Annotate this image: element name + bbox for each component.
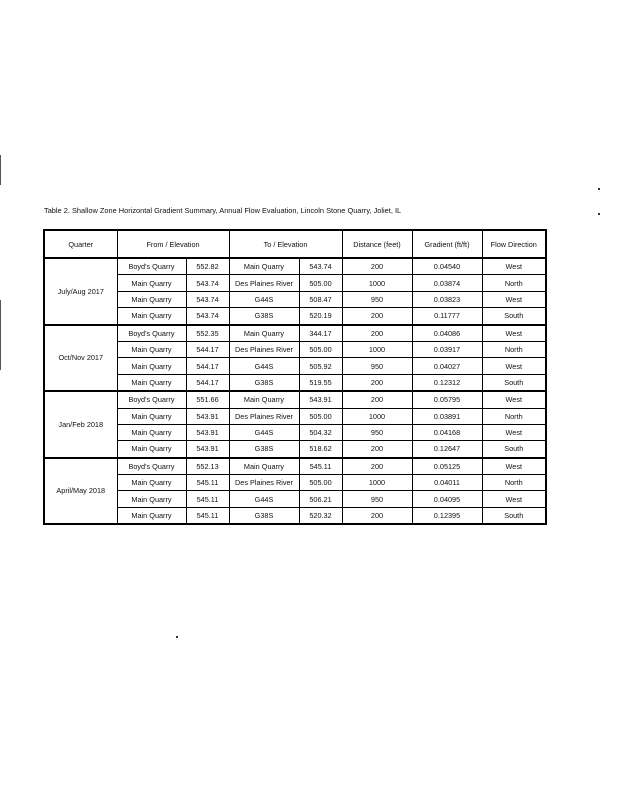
from-cell: Main Quarry xyxy=(117,374,186,391)
header-from: From / Elevation xyxy=(117,230,229,258)
distance-cell: 950 xyxy=(342,424,412,440)
gradient-cell: 0.03823 xyxy=(412,291,482,307)
to-elev-cell: 505.00 xyxy=(299,275,342,291)
to-cell: Main Quarry xyxy=(229,458,299,475)
gradient-cell: 0.04095 xyxy=(412,491,482,507)
gradient-cell: 0.03891 xyxy=(412,408,482,424)
flow-cell: West xyxy=(482,424,546,440)
from-cell: Main Quarry xyxy=(117,308,186,325)
from-elev-cell: 543.91 xyxy=(186,408,229,424)
flow-cell: North xyxy=(482,408,546,424)
table-row xyxy=(44,441,546,458)
to-cell: G38S xyxy=(229,507,299,524)
from-elev-cell: 543.91 xyxy=(186,441,229,458)
gradient-cell: 0.03917 xyxy=(412,341,482,357)
distance-cell: 200 xyxy=(342,258,412,275)
distance-cell: 200 xyxy=(342,441,412,458)
scan-speck xyxy=(598,213,600,215)
from-cell: Boyd's Quarry xyxy=(117,391,186,408)
table-row xyxy=(44,341,546,357)
from-elev-cell: 544.17 xyxy=(186,341,229,357)
quarter-cell: April/May 2018 xyxy=(44,458,117,525)
to-elev-cell: 508.47 xyxy=(299,291,342,307)
gradient-cell: 0.05125 xyxy=(412,458,482,475)
distance-cell: 1000 xyxy=(342,275,412,291)
table-caption: Table 2. Shallow Zone Horizontal Gradient Summary, Annual Flow Evaluation, Lincoln Stone Quarry, Joliet, IL xyxy=(44,206,402,215)
table-row xyxy=(44,325,546,342)
from-elev-cell: 544.17 xyxy=(186,358,229,374)
to-cell: Des Plaines River xyxy=(229,275,299,291)
from-cell: Boyd's Quarry xyxy=(117,458,186,475)
header-row xyxy=(44,230,546,258)
to-cell: G38S xyxy=(229,374,299,391)
to-cell: G38S xyxy=(229,441,299,458)
to-cell: G44S xyxy=(229,491,299,507)
header-gradient: Gradient (ft/ft) xyxy=(412,230,482,258)
gradient-cell: 0.04086 xyxy=(412,325,482,342)
from-cell: Main Quarry xyxy=(117,275,186,291)
gradient-cell: 0.03874 xyxy=(412,275,482,291)
from-elev-cell: 552.35 xyxy=(186,325,229,342)
scan-speck xyxy=(598,188,600,190)
to-elev-cell: 505.00 xyxy=(299,475,342,491)
from-cell: Main Quarry xyxy=(117,441,186,458)
from-cell: Main Quarry xyxy=(117,424,186,440)
to-elev-cell: 520.19 xyxy=(299,308,342,325)
to-elev-cell: 505.92 xyxy=(299,358,342,374)
to-elev-cell: 504.32 xyxy=(299,424,342,440)
flow-cell: South xyxy=(482,308,546,325)
to-elev-cell: 545.11 xyxy=(299,458,342,475)
gradient-cell: 0.12647 xyxy=(412,441,482,458)
to-elev-cell: 505.00 xyxy=(299,408,342,424)
to-cell: Des Plaines River xyxy=(229,408,299,424)
to-elev-cell: 519.55 xyxy=(299,374,342,391)
from-elev-cell: 544.17 xyxy=(186,374,229,391)
distance-cell: 1000 xyxy=(342,408,412,424)
table-row xyxy=(44,308,546,325)
flow-cell: West xyxy=(482,391,546,408)
distance-cell: 950 xyxy=(342,291,412,307)
quarter-cell: Oct/Nov 2017 xyxy=(44,325,117,392)
scan-speck xyxy=(176,636,178,638)
from-cell: Boyd's Quarry xyxy=(117,325,186,342)
to-cell: G44S xyxy=(229,424,299,440)
from-cell: Main Quarry xyxy=(117,358,186,374)
distance-cell: 200 xyxy=(342,507,412,524)
table-row xyxy=(44,424,546,440)
quarter-cell: July/Aug 2017 xyxy=(44,258,117,325)
to-elev-cell: 344.17 xyxy=(299,325,342,342)
header-quarter: Quarter xyxy=(44,230,117,258)
flow-cell: North xyxy=(482,475,546,491)
quarter-cell: Jan/Feb 2018 xyxy=(44,391,117,458)
table-row xyxy=(44,491,546,507)
from-elev-cell: 543.91 xyxy=(186,424,229,440)
gradient-cell: 0.04011 xyxy=(412,475,482,491)
from-elev-cell: 543.74 xyxy=(186,291,229,307)
table-row xyxy=(44,408,546,424)
to-elev-cell: 518.62 xyxy=(299,441,342,458)
header-to: To / Elevation xyxy=(229,230,342,258)
from-elev-cell: 551.66 xyxy=(186,391,229,408)
to-elev-cell: 543.74 xyxy=(299,258,342,275)
from-cell: Main Quarry xyxy=(117,491,186,507)
table-row xyxy=(44,507,546,524)
from-cell: Main Quarry xyxy=(117,408,186,424)
to-cell: Main Quarry xyxy=(229,258,299,275)
gradient-cell: 0.04027 xyxy=(412,358,482,374)
gradient-cell: 0.04168 xyxy=(412,424,482,440)
from-elev-cell: 545.11 xyxy=(186,475,229,491)
to-elev-cell: 520.32 xyxy=(299,507,342,524)
from-cell: Boyd's Quarry xyxy=(117,258,186,275)
to-elev-cell: 505.00 xyxy=(299,341,342,357)
distance-cell: 1000 xyxy=(342,475,412,491)
flow-cell: West xyxy=(482,458,546,475)
distance-cell: 200 xyxy=(342,458,412,475)
gradient-cell: 0.11777 xyxy=(412,308,482,325)
gradient-cell: 0.12312 xyxy=(412,374,482,391)
to-cell: Des Plaines River xyxy=(229,341,299,357)
to-cell: G44S xyxy=(229,291,299,307)
gradient-summary-table xyxy=(43,229,547,525)
from-elev-cell: 552.82 xyxy=(186,258,229,275)
from-cell: Main Quarry xyxy=(117,291,186,307)
to-elev-cell: 543.91 xyxy=(299,391,342,408)
to-cell: Main Quarry xyxy=(229,325,299,342)
gradient-cell: 0.05795 xyxy=(412,391,482,408)
distance-cell: 200 xyxy=(342,391,412,408)
scan-edge-mark xyxy=(0,300,1,370)
from-elev-cell: 543.74 xyxy=(186,275,229,291)
to-elev-cell: 506.21 xyxy=(299,491,342,507)
table-row xyxy=(44,374,546,391)
table-row xyxy=(44,358,546,374)
flow-cell: West xyxy=(482,325,546,342)
distance-cell: 200 xyxy=(342,308,412,325)
header-flow-direction: Flow Direction xyxy=(482,230,546,258)
from-cell: Main Quarry xyxy=(117,475,186,491)
table-row xyxy=(44,275,546,291)
flow-cell: West xyxy=(482,358,546,374)
to-cell: Main Quarry xyxy=(229,391,299,408)
distance-cell: 950 xyxy=(342,491,412,507)
to-cell: G44S xyxy=(229,358,299,374)
flow-cell: North xyxy=(482,341,546,357)
to-cell: G38S xyxy=(229,308,299,325)
flow-cell: South xyxy=(482,507,546,524)
from-elev-cell: 545.11 xyxy=(186,491,229,507)
table-row xyxy=(44,458,546,475)
scan-edge-mark xyxy=(0,155,1,185)
table-row xyxy=(44,475,546,491)
gradient-cell: 0.04540 xyxy=(412,258,482,275)
gradient-cell: 0.12395 xyxy=(412,507,482,524)
table-row xyxy=(44,391,546,408)
from-elev-cell: 545.11 xyxy=(186,507,229,524)
distance-cell: 200 xyxy=(342,374,412,391)
from-cell: Main Quarry xyxy=(117,507,186,524)
flow-cell: North xyxy=(482,275,546,291)
from-elev-cell: 543.74 xyxy=(186,308,229,325)
flow-cell: South xyxy=(482,374,546,391)
flow-cell: South xyxy=(482,441,546,458)
from-cell: Main Quarry xyxy=(117,341,186,357)
flow-cell: West xyxy=(482,291,546,307)
from-elev-cell: 552.13 xyxy=(186,458,229,475)
header-distance: Distance (feet) xyxy=(342,230,412,258)
table-body xyxy=(44,258,546,524)
to-cell: Des Plaines River xyxy=(229,475,299,491)
table-row xyxy=(44,291,546,307)
distance-cell: 200 xyxy=(342,325,412,342)
flow-cell: West xyxy=(482,491,546,507)
distance-cell: 1000 xyxy=(342,341,412,357)
distance-cell: 950 xyxy=(342,358,412,374)
table-row xyxy=(44,258,546,275)
flow-cell: West xyxy=(482,258,546,275)
